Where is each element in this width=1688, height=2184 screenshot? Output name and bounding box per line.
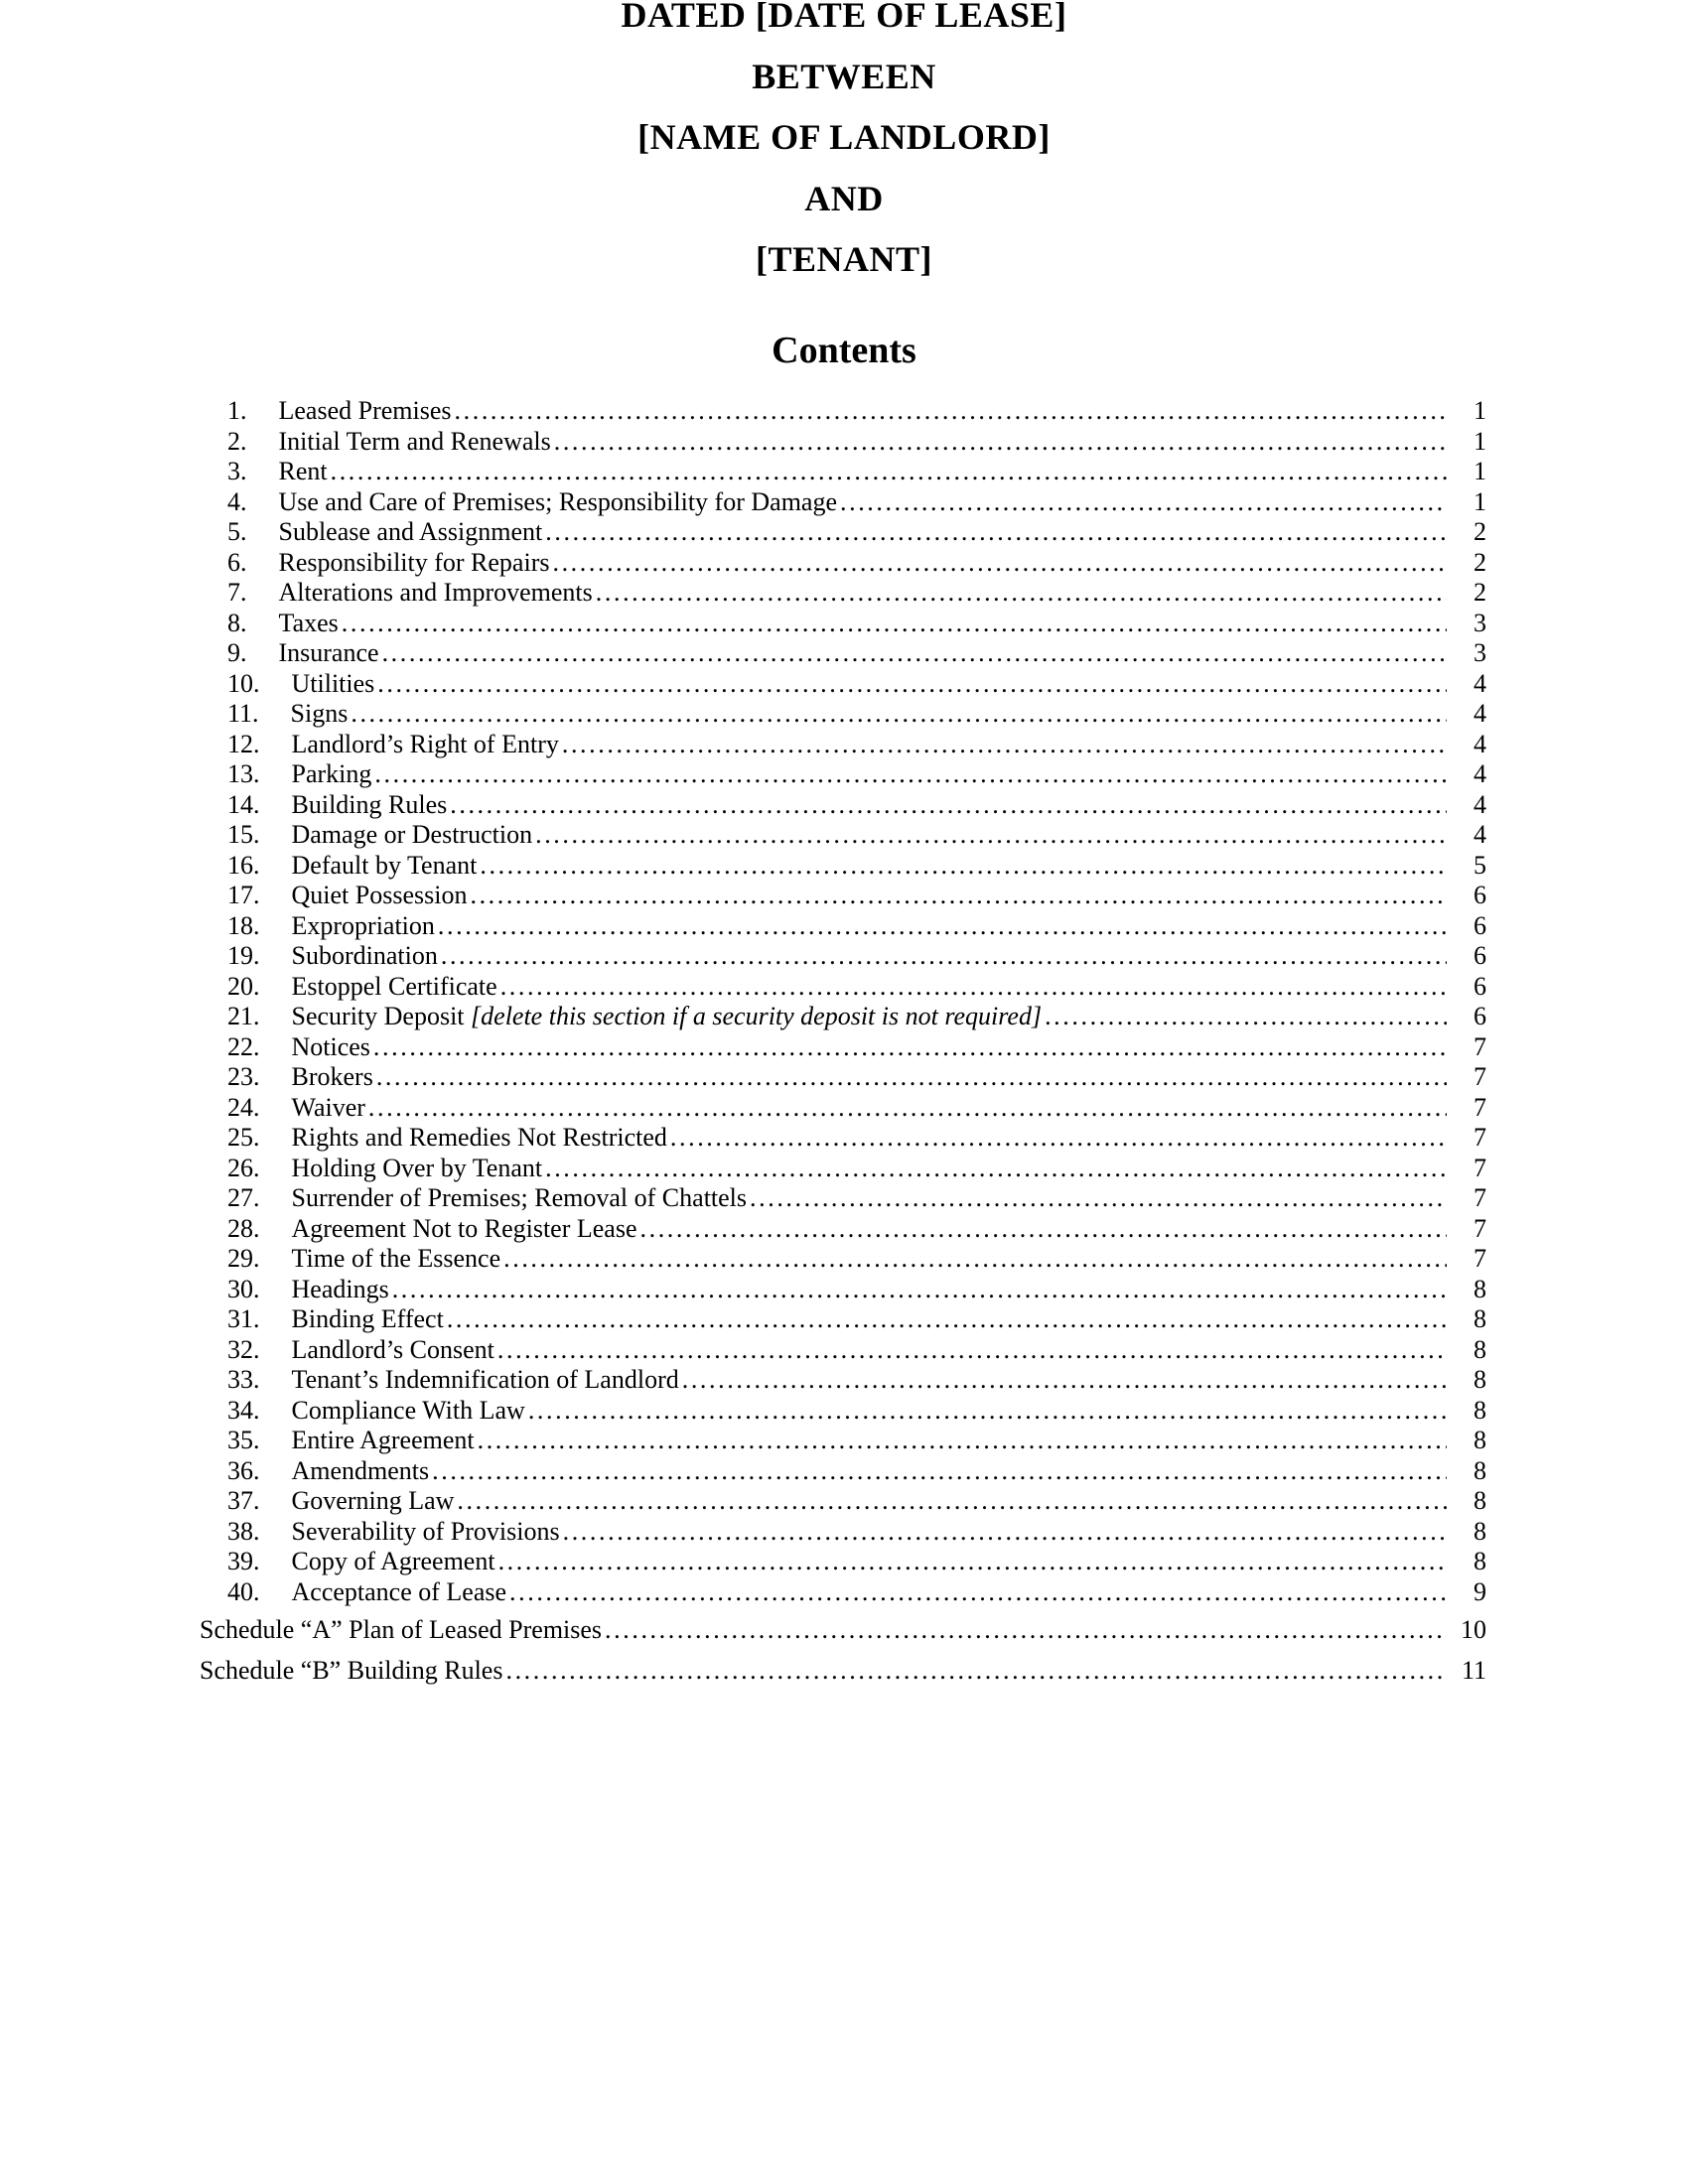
toc-entry-page-number: 8	[1474, 1455, 1486, 1485]
toc-entry-number: 3.	[227, 457, 247, 485]
document-title-block	[0, 0, 1688, 291]
toc-entry-title	[279, 638, 379, 669]
toc-entry-title-text: Use and Care of Premises; Responsibility for Damage	[278, 486, 837, 516]
toc-entry-title	[292, 1214, 637, 1245]
toc-entry-number: 11.	[227, 699, 259, 728]
toc-entry-title-text: Notices	[291, 1031, 370, 1061]
toc-entry-page-number: 3	[1474, 638, 1486, 667]
toc-entry-title	[292, 1062, 373, 1093]
dot-leader	[667, 1123, 1447, 1154]
toc-entry-title-text: Expropriation	[291, 910, 435, 940]
toc-entry	[200, 1032, 1486, 1063]
toc-entry-number: 20.	[227, 971, 260, 1001]
toc-entry-title-text: Responsibility for Repairs	[278, 547, 550, 577]
toc-entry-title-text: Holding Over by Tenant	[291, 1153, 543, 1182]
dot-leader	[389, 1275, 1447, 1305]
toc-entry-title-text: Agreement Not to Register Lease	[291, 1213, 637, 1243]
toc-entry-page-number: 3	[1474, 608, 1486, 637]
toc-entry	[200, 609, 1486, 639]
toc-entry-title	[279, 548, 550, 579]
toc-entry-title	[292, 1426, 475, 1456]
toc-entry-title	[292, 1002, 1043, 1032]
toc-entry-title	[292, 1486, 455, 1517]
toc-entry	[200, 1002, 1486, 1032]
dot-leader	[532, 820, 1447, 851]
toc-entry	[200, 457, 1486, 487]
dot-leader	[475, 1426, 1447, 1456]
toc-entry-title	[292, 1093, 365, 1124]
toc-entry-title-text: Severability of Provisions	[291, 1516, 560, 1546]
toc-entry-title-text: Landlord’s Right of Entry	[291, 729, 559, 758]
toc-entry	[200, 759, 1486, 790]
toc-entry-title-text: Security Deposit	[291, 1002, 472, 1030]
toc-entry	[200, 1365, 1486, 1396]
toc-entry-title	[292, 972, 497, 1003]
toc-entry-number: 6.	[227, 547, 247, 577]
toc-entry-number: 22.	[227, 1031, 260, 1061]
toc-entry-title	[292, 790, 448, 821]
toc-entry-page-number: 7	[1474, 1153, 1486, 1182]
toc-entry-number: 12.	[227, 729, 260, 758]
dot-leader	[500, 1244, 1447, 1275]
title-line: [NAME OF LANDLORD]	[637, 117, 1051, 157]
dot-leader	[373, 1062, 1447, 1093]
toc-entry-number: 32.	[227, 1334, 260, 1364]
toc-entry	[200, 578, 1486, 609]
toc-entry-title	[292, 1123, 667, 1154]
toc-entry	[200, 1062, 1486, 1093]
dot-leader	[542, 517, 1447, 548]
toc-entry-number: 9.	[227, 638, 247, 667]
toc-entry	[200, 911, 1486, 942]
title-line: BETWEEN	[752, 56, 936, 96]
toc-entry-title-text: Acceptance of Lease	[291, 1576, 507, 1606]
toc-entry-number: 39.	[227, 1547, 260, 1575]
dot-leader	[679, 1365, 1447, 1396]
toc-entry-page-number: 2	[1474, 578, 1486, 607]
toc-entry-page-number: 8	[1474, 1365, 1486, 1394]
toc-entry-number: 30.	[227, 1274, 260, 1303]
toc-entry	[200, 1456, 1486, 1487]
toc-entry-number: 38.	[227, 1516, 260, 1546]
toc-schedule-page-number: 10	[1461, 1615, 1486, 1644]
dot-leader	[525, 1396, 1447, 1427]
toc-schedule-title-text: Schedule “A” Plan of Leased Premises	[200, 1615, 603, 1644]
toc-entry-title	[292, 759, 372, 790]
toc-entry-title-text: Utilities	[291, 668, 375, 698]
toc-entry-title-text: Building Rules	[291, 789, 448, 819]
toc-entry-number: 25.	[227, 1123, 260, 1152]
toc-entry-title-text: Sublease and Assignment	[278, 517, 543, 546]
toc-entry-title	[292, 1577, 507, 1608]
dot-leader	[837, 487, 1447, 518]
toc-entry-title	[279, 517, 543, 548]
toc-entry-page-number: 4	[1474, 820, 1486, 849]
toc-entry-number: 14.	[227, 789, 260, 819]
toc-entry-number: 23.	[227, 1062, 260, 1091]
toc-entry-number: 34.	[227, 1395, 260, 1425]
toc-entry-number: 26.	[227, 1153, 260, 1182]
toc-entry-page-number: 8	[1474, 1486, 1486, 1515]
toc-entry-page-number: 8	[1474, 1395, 1486, 1425]
toc-entry-page-number: 8	[1474, 1547, 1486, 1575]
toc-entry	[200, 517, 1486, 548]
toc-entry-title	[292, 1244, 501, 1275]
toc-entry-title-text: Waiver	[291, 1092, 365, 1122]
toc-entry	[200, 1426, 1486, 1456]
toc-entry-title-text: Governing Law	[291, 1486, 455, 1515]
toc-entry	[200, 427, 1486, 458]
toc-entry	[200, 1093, 1486, 1124]
toc-entry-title-text: Initial Term and Renewals	[278, 426, 551, 456]
toc-entry-title	[292, 1275, 389, 1305]
dot-leader	[1042, 1002, 1447, 1032]
toc-entry-title	[292, 1517, 560, 1548]
toc-entry-title-text: Alterations and Improvements	[278, 578, 593, 607]
dot-leader	[429, 1456, 1447, 1487]
toc-entry-title-text: Taxes	[278, 608, 339, 637]
toc-entry-number: 27.	[227, 1183, 260, 1212]
toc-entry	[200, 548, 1486, 579]
toc-entry-page-number: 8	[1474, 1304, 1486, 1333]
toc-entry-title-text: Leased Premises	[278, 396, 452, 425]
toc-entry-page-number: 4	[1474, 699, 1486, 728]
toc-entry-page-number: 7	[1474, 1062, 1486, 1091]
toc-entry-title-text: Default by Tenant	[291, 850, 478, 880]
toc-entry-title	[292, 851, 478, 882]
toc-entry-number: 4.	[227, 486, 247, 516]
toc-entry-page-number: 6	[1474, 910, 1486, 940]
dot-leader	[444, 1304, 1447, 1335]
toc-entry-title	[279, 457, 328, 487]
toc-entry-number: 33.	[227, 1365, 260, 1394]
toc-entry-title	[279, 578, 593, 609]
toc-entry-title-text: Tenant’s Indemnification of Landlord	[291, 1365, 679, 1394]
toc-entry	[200, 699, 1486, 730]
toc-entry-page-number: 6	[1474, 1002, 1486, 1030]
toc-entry	[200, 1304, 1486, 1335]
toc-entry	[200, 972, 1486, 1003]
toc-entry-number: 7.	[227, 578, 247, 607]
dot-leader	[374, 669, 1447, 700]
dot-leader	[452, 396, 1447, 427]
toc-entry-page-number: 1	[1474, 486, 1486, 516]
toc-entry	[200, 820, 1486, 851]
dot-leader	[549, 548, 1447, 579]
toc-entry-page-number: 8	[1474, 1334, 1486, 1364]
toc-entry-page-number: 4	[1474, 789, 1486, 819]
toc-entry-title-text: Landlord’s Consent	[291, 1334, 494, 1364]
dot-leader	[467, 881, 1447, 911]
toc-entry-page-number: 9	[1474, 1576, 1486, 1606]
dot-leader	[593, 578, 1447, 609]
toc-entry-number: 5.	[227, 517, 247, 546]
toc-entry-title	[292, 1396, 525, 1427]
toc-entry-title-text: Copy of Agreement	[291, 1547, 495, 1575]
dot-leader	[506, 1577, 1447, 1608]
toc-entry	[200, 669, 1486, 700]
toc-entry-page-number: 8	[1474, 1426, 1486, 1454]
toc-entry	[200, 941, 1486, 972]
toc-schedule-entry	[200, 1656, 1486, 1687]
toc-entry-title	[279, 396, 452, 427]
toc-entry-title	[292, 820, 533, 851]
title-line: DATED [DATE OF LEASE]	[621, 0, 1067, 35]
toc-entry	[200, 1275, 1486, 1305]
toc-entry-number: 35.	[227, 1426, 260, 1454]
toc-entry-title	[292, 911, 435, 942]
dot-leader	[447, 790, 1447, 821]
toc-entry-title-text: Headings	[291, 1274, 389, 1303]
toc-entry-page-number: 4	[1474, 759, 1486, 788]
toc-entry-page-number: 6	[1474, 971, 1486, 1001]
toc-entry	[200, 881, 1486, 911]
toc-schedule-title-text: Schedule “B” Building Rules	[200, 1655, 503, 1685]
toc-entry-title	[292, 1547, 495, 1577]
toc-entry-page-number: 4	[1474, 729, 1486, 758]
toc-entry	[200, 1335, 1486, 1366]
toc-entry-number: 1.	[227, 396, 247, 425]
toc-entry-number: 40.	[227, 1576, 260, 1606]
toc-entry-title	[292, 1365, 679, 1396]
toc-entry-title	[292, 1304, 444, 1335]
dot-leader	[502, 1656, 1447, 1687]
toc-schedule-page-number: 11	[1461, 1655, 1486, 1685]
toc-entry-title	[292, 1032, 370, 1063]
toc-entry-title-text: Rent	[278, 457, 328, 485]
toc-entry-title-text: Estoppel Certificate	[291, 971, 497, 1001]
dot-leader	[551, 427, 1447, 458]
toc-entry-page-number: 2	[1474, 547, 1486, 577]
dot-leader	[454, 1486, 1447, 1517]
toc-entry	[200, 1244, 1486, 1275]
toc-entry-page-number: 5	[1474, 850, 1486, 880]
dot-leader	[371, 759, 1447, 790]
toc-entry-title-italic: [delete this section if a security deposit is not required]	[471, 1002, 1043, 1030]
toc-entry-title	[292, 1154, 543, 1184]
toc-entry	[200, 1517, 1486, 1548]
toc-entry-title-text: Time of the Essence	[291, 1244, 501, 1273]
toc-entry-page-number: 6	[1474, 941, 1486, 970]
toc-entry-title-text: Entire Agreement	[291, 1426, 475, 1454]
toc-entry-title-text: Subordination	[291, 941, 438, 970]
toc-entry-number: 19.	[227, 941, 260, 970]
toc-entry-title	[292, 669, 375, 700]
table-of-contents	[200, 396, 1486, 1686]
toc-entry	[200, 487, 1486, 518]
dot-leader	[435, 911, 1447, 942]
title-line: [TENANT]	[755, 239, 932, 279]
dot-leader	[438, 941, 1447, 972]
toc-entry	[200, 790, 1486, 821]
toc-entry-number: 17.	[227, 881, 260, 909]
toc-entry-title-text: Brokers	[291, 1062, 373, 1091]
toc-entry-number: 13.	[227, 759, 260, 788]
toc-entry-number: 21.	[227, 1002, 260, 1030]
dot-leader	[348, 699, 1447, 730]
dot-leader	[560, 1517, 1447, 1548]
toc-entry-number: 37.	[227, 1486, 260, 1515]
toc-entry-page-number: 8	[1474, 1516, 1486, 1546]
toc-entry-page-number: 6	[1474, 881, 1486, 909]
toc-entry-title-text: Signs	[290, 699, 349, 728]
toc-entry-page-number: 1	[1474, 396, 1486, 425]
dot-leader	[497, 972, 1447, 1003]
toc-entry-number: 36.	[227, 1455, 260, 1485]
dot-leader	[328, 457, 1447, 487]
toc-schedule-title	[200, 1656, 502, 1687]
toc-entry-title	[279, 427, 551, 458]
toc-entry-title-text: Amendments	[291, 1455, 430, 1485]
toc-entry-title	[292, 881, 468, 911]
toc-entry-page-number: 4	[1474, 668, 1486, 698]
toc-entry-number: 10.	[227, 668, 260, 698]
toc-entry	[200, 1396, 1486, 1427]
toc-entry	[200, 1486, 1486, 1517]
toc-entry-number: 28.	[227, 1213, 260, 1243]
toc-entry-title	[292, 941, 438, 972]
toc-entry-page-number: 1	[1474, 426, 1486, 456]
toc-entry-number: 2.	[227, 426, 247, 456]
toc-entry-title	[279, 487, 838, 518]
toc-entry-page-number: 7	[1474, 1031, 1486, 1061]
toc-entry-page-number: 2	[1474, 517, 1486, 546]
toc-entry-page-number: 1	[1474, 457, 1486, 485]
toc-entry-page-number: 7	[1474, 1244, 1486, 1273]
toc-entry-title-text: Rights and Remedies Not Restricted	[291, 1123, 667, 1152]
toc-entry	[200, 1577, 1486, 1608]
toc-entry-page-number: 8	[1474, 1274, 1486, 1303]
toc-entry	[200, 396, 1486, 427]
contents-heading: Contents	[772, 330, 916, 371]
toc-entry	[200, 1183, 1486, 1214]
toc-entry-number: 18.	[227, 910, 260, 940]
toc-schedule-entry	[200, 1615, 1486, 1646]
dot-leader	[495, 1547, 1447, 1577]
dot-leader	[602, 1615, 1447, 1646]
toc-entry-number: 31.	[227, 1304, 260, 1333]
dot-leader	[542, 1154, 1447, 1184]
title-line: AND	[804, 178, 884, 218]
toc-entry	[200, 1123, 1486, 1154]
toc-entry-title	[292, 1456, 430, 1487]
toc-entry-number: 8.	[227, 608, 247, 637]
dot-leader	[379, 638, 1447, 669]
toc-entry-title-text: Damage or Destruction	[291, 820, 533, 849]
toc-entry	[200, 1547, 1486, 1577]
toc-entry-title-text: Surrender of Premises; Removal of Chattels	[291, 1183, 748, 1212]
toc-entry-title-text: Compliance With Law	[291, 1395, 525, 1425]
toc-entry-number: 29.	[227, 1244, 260, 1273]
toc-entry-title-text: Insurance	[278, 638, 379, 667]
toc-schedule-title	[200, 1615, 602, 1646]
toc-entry-title-text: Binding Effect	[291, 1304, 444, 1333]
toc-entry-title	[291, 699, 349, 730]
toc-entry	[200, 1154, 1486, 1184]
dot-leader	[747, 1183, 1447, 1214]
toc-entry-number: 15.	[227, 820, 260, 849]
toc-entry-title	[279, 609, 339, 639]
toc-entry-title	[292, 730, 559, 760]
toc-entry-page-number: 7	[1474, 1183, 1486, 1212]
toc-entry-page-number: 7	[1474, 1213, 1486, 1243]
dot-leader	[370, 1032, 1447, 1063]
dot-leader	[339, 609, 1447, 639]
toc-entry-number: 24.	[227, 1092, 260, 1122]
toc-entry-title-text: Quiet Possession	[291, 881, 468, 909]
toc-entry-title	[292, 1183, 748, 1214]
toc-entry	[200, 851, 1486, 882]
dot-leader	[477, 851, 1447, 882]
toc-entry-number: 16.	[227, 850, 260, 880]
toc-entry-title	[292, 1335, 494, 1366]
toc-entry	[200, 730, 1486, 760]
toc-entry-title-text: Parking	[291, 759, 372, 788]
dot-leader	[365, 1093, 1447, 1124]
toc-entry	[200, 1214, 1486, 1245]
dot-leader	[559, 730, 1447, 760]
toc-entry-page-number: 7	[1474, 1123, 1486, 1152]
toc-entry-page-number: 7	[1474, 1092, 1486, 1122]
toc-entry	[200, 638, 1486, 669]
dot-leader	[637, 1214, 1448, 1245]
dot-leader	[494, 1335, 1447, 1366]
